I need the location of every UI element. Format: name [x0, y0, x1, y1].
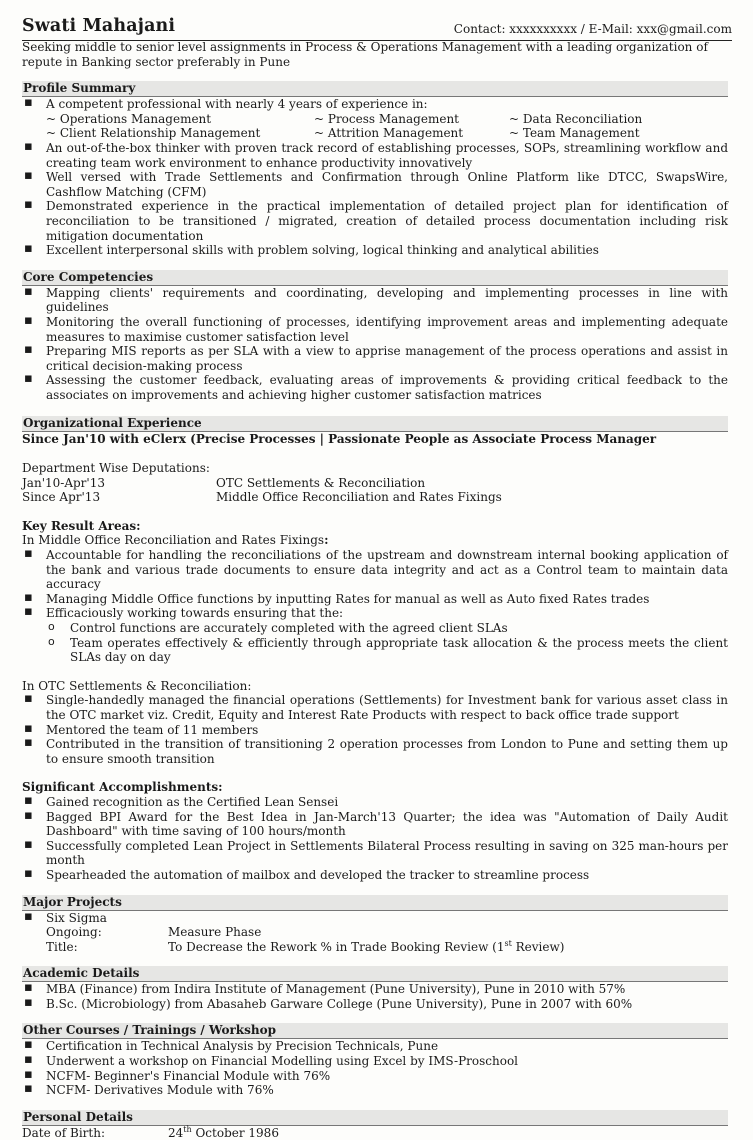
list-item: ▪ NCFM- Beginner's Financial Module with 76%	[22, 1069, 728, 1084]
academic-list	[22, 982, 728, 1011]
project-ongoing-value: Measure Phase	[168, 925, 262, 940]
skills-grid	[46, 112, 728, 141]
skill-item: ~ Client Relationship Management	[46, 126, 261, 141]
deputation-period: Since Apr'13	[22, 490, 101, 505]
list-item: ▪ Preparing MIS reports as per SLA with a view to apprise management of the process operations and assist in critical decision-making process	[22, 344, 728, 373]
dob-rest: October 1986	[191, 1125, 279, 1140]
project-row	[46, 925, 728, 940]
list-item: ▪ Mapping clients' requirements and coordinating, developing and implementing processes in line with guidelines	[22, 286, 728, 315]
list-item: ▪ Underwent a workshop on Financial Modelling using Excel by IMS-Proschool	[22, 1054, 728, 1069]
mo-sub-list	[46, 621, 728, 665]
list-item: ▪ An out-of-the-box thinker with proven track record of establishing processes, SOPs, streamlining workflow and creating team work environment to enhance productivity innovatively	[22, 141, 728, 170]
section-heading-academic: Academic Details	[22, 966, 728, 982]
deputation-row	[22, 490, 728, 505]
list-item: ▪ Mentored the team of 11 members	[22, 723, 728, 738]
list-item	[22, 97, 728, 141]
project-title-text: To Decrease the Rework % in Trade Booking Review (1	[168, 939, 505, 954]
dob-label: Date of Birth:	[22, 1125, 105, 1140]
projects-list	[22, 911, 728, 955]
list-item	[22, 606, 728, 664]
objective-statement: Seeking middle to senior level assignments in Process & Operations Management with a leading organization of repute in Banking sector preferably in Pune	[22, 40, 708, 69]
project-title-value	[168, 940, 728, 955]
list-item: ▪ Successfully completed Lean Project in Settlements Bilateral Process resulting in saving on 325 man-hours per month	[22, 839, 728, 868]
section-heading-profile: Profile Summary	[22, 81, 728, 97]
candidate-name: Swati Mahajani	[22, 16, 176, 36]
dob-day: 24	[168, 1125, 184, 1140]
section-heading-courses: Other Courses / Trainings / Workshop	[22, 1023, 728, 1039]
skill-item: ~ Data Reconciliation	[509, 111, 643, 126]
sub-list-item: o Team operates effectively & efficiently through appropriate task allocation & the process meets the client SLAs day on day	[46, 636, 728, 665]
list-item: ▪ NCFM- Derivatives Module with 76%	[22, 1083, 728, 1098]
list-item-text: Efficaciously working towards ensuring that the:	[46, 606, 344, 621]
skill-item: ~ Process Management	[314, 111, 459, 126]
dob-value	[168, 1126, 728, 1140]
list-item: ▪ Demonstrated experience in the practical implementation of detailed project plan for identification of reconciliation to be transitioned / migrated, creation of detailed process documentation including risk mitigation documentation	[22, 199, 728, 243]
mo-label-text: In Middle Office Reconciliation and Rates Fixings	[22, 533, 325, 548]
list-item: ▪ Well versed with Trade Settlements and Confirmation through Online Platform like DTCC, SwapsWire, Cashflow Matching (CFM)	[22, 170, 728, 199]
mo-label	[22, 533, 728, 548]
skill-item: ~ Team Management	[509, 126, 640, 141]
list-item: ▪ Managing Middle Office functions by inputting Rates for manual as well as Auto fixed Rates trades	[22, 592, 728, 607]
profile-list	[22, 97, 728, 258]
list-item: ▪ MBA (Finance) from Indira Institute of Management (Pune University), Pune in 2010 with 57%	[22, 982, 728, 997]
mo-list	[22, 548, 728, 665]
deputation-period: Jan'10-Apr'13	[22, 475, 105, 490]
section-heading-core: Core Competencies	[22, 270, 728, 286]
list-item: ▪ Monitoring the overall functioning of processes, identifying improvement areas and implementing adequate measures to maximise customer satisfaction level	[22, 315, 728, 344]
deputation-role: OTC Settlements & Reconciliation	[216, 475, 426, 490]
deputation-row	[22, 476, 728, 491]
section-heading-projects: Major Projects	[22, 895, 728, 911]
contact-info: Contact: xxxxxxxxxx / E-Mail: xxx@gmail.com	[453, 22, 732, 36]
list-item: ▪ Excellent interpersonal skills with problem solving, logical thinking and analytical abilities	[22, 243, 728, 258]
courses-list	[22, 1039, 728, 1097]
resume-body	[22, 40, 728, 1140]
otc-list	[22, 693, 728, 766]
project-title-label: Title:	[46, 939, 78, 954]
project-title-end: Review)	[511, 939, 565, 954]
dob-row	[22, 1126, 728, 1140]
list-item: ▪ Spearheaded the automation of mailbox and developed the tracker to streamline process	[22, 868, 728, 883]
list-item: ▪ Assessing the customer feedback, evaluating areas of improvements & providing critical feedback to the associates on improvements and achieving higher customer satisfaction matrices	[22, 373, 728, 402]
kra-label: Key Result Areas:	[22, 518, 141, 533]
project-row	[46, 940, 728, 955]
project-title-sup: st	[504, 938, 512, 948]
section-heading-personal: Personal Details	[22, 1110, 728, 1126]
list-item: ▪ Accountable for handling the reconciliations of the upstream and downstream internal booking application of the bank and various trade documents to ensure data integrity and act as a Control team to maintain data accuracy	[22, 548, 728, 592]
deputations-label: Department Wise Deputations:	[22, 461, 210, 476]
skill-item: ~ Operations Management	[46, 111, 212, 126]
list-item	[22, 911, 728, 955]
resume-header	[22, 16, 732, 41]
sub-list-item: o Control functions are accurately completed with the agreed client SLAs	[46, 621, 728, 636]
list-item: ▪ Certification in Technical Analysis by Precision Technicals, Pune	[22, 1039, 728, 1054]
project-ongoing-label: Ongoing:	[46, 925, 102, 940]
deputation-role: Middle Office Reconciliation and Rates Fixings	[216, 490, 502, 505]
profile-intro: A competent professional with nearly 4 years of experience in:	[46, 97, 428, 112]
accomplishments-list	[22, 795, 728, 883]
list-item: ▪ Contributed in the transition of transitioning 2 operation processes from London to Pune and setting them up to ensure smooth transition	[22, 737, 728, 766]
list-item: ▪ Bagged BPI Award for the Best Idea in Jan-March'13 Quarter; the idea was "Automation of Daily Audit Dashboard" with time saving of 100 hours/month	[22, 810, 728, 839]
dob-sup: th	[183, 1124, 192, 1134]
section-heading-experience: Organizational Experience	[22, 416, 728, 432]
list-item: ▪ B.Sc. (Microbiology) from Abasaheb Garware College (Pune University), Pune in 2007 with 60%	[22, 997, 728, 1012]
project-name: Six Sigma	[46, 910, 107, 925]
skill-item: ~ Attrition Management	[314, 126, 464, 141]
otc-label: In OTC Settlements & Reconciliation:	[22, 678, 252, 693]
employer-line: Since Jan'10 with eClerx (Precise Processes | Passionate People as Associate Process Manager	[22, 432, 657, 447]
mo-label-colon: :	[324, 533, 329, 548]
accomplishments-label: Significant Accomplishments:	[22, 780, 223, 795]
list-item: ▪ Single-handedly managed the financial operations (Settlements) for Investment bank for various asset class in the OTC market viz. Credit, Equity and Interest Rate Products with respect to back office trade support	[22, 693, 728, 722]
list-item: ▪ Gained recognition as the Certified Lean Sensei	[22, 795, 728, 810]
core-list	[22, 286, 728, 403]
